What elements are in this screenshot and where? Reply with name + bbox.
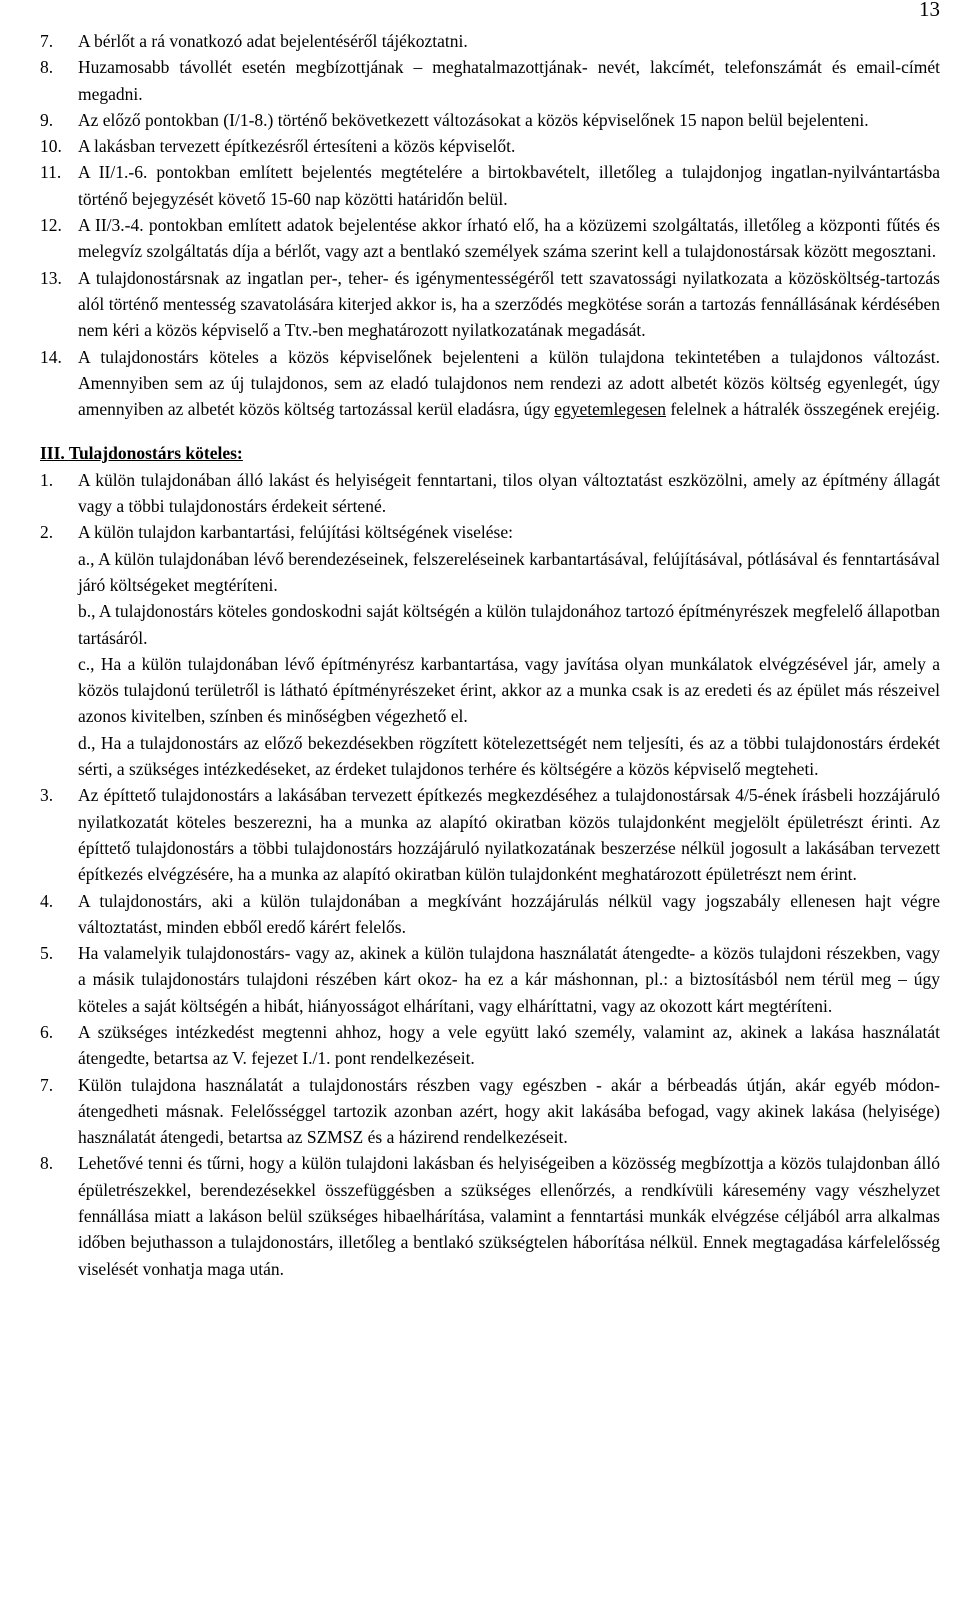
section-heading (40, 440, 940, 466)
item-text: Az előző pontokban (I/1-8.) történő bekövetkezett változásokat a közös képviselőnek 15 napon belül bejelenteni. (78, 109, 869, 130)
item-text: A bérlőt a rá vonatkozó adat bejelentéséről tájékoztatni. (78, 31, 468, 51)
list-item (40, 782, 940, 887)
item-text: A II/3.-4. pontokban említett adatok bejelentése akkor írható elő, ha a közüzemi szolgáltatás, illetőleg a központi fűtés és melegvíz szolgáltatás díja a bérlőt, vagy azt a bentlakó személyek száma szerint kell a tulajdonostársak között megosztani. (78, 215, 940, 262)
item-number: 9. (40, 109, 54, 130)
item-number: 14. (40, 346, 62, 367)
list-item (40, 265, 940, 344)
list-item (40, 467, 940, 520)
list-item (40, 344, 940, 423)
item-text: A külön tulajdonában álló lakást és helyiségeit fenntartani, tilos olyan változtatást eszközölni, amely az építmény állagát vagy a többi tulajdonostárs érdekeit sértené. (78, 469, 940, 517)
item-text: Külön tulajdona használatát a tulajdonostárs részben vagy egészben - akár a bérbeadás útján, akár egyéb módon- átengedheti másnak. Felelősséggel tartozik azonban azért, hogy akit lakásába befogad, vagy akinek lakása (helyisége) használatát átengedi, betartsa az SZMSZ és a házirend rendelkezéseit. (78, 1074, 940, 1148)
item-text: A tulajdonostárs, aki a külön tulajdonában a megkívánt hozzájárulás nélkül vagy jogszabály ellenesen hajt végre változtatást, minden ebből eredő kárért felelős. (78, 890, 940, 937)
item-text: A szükséges intézkedést megtenni ahhoz, hogy a vele együtt lakó személy, valamint az, akinek a lakása használatát átengedte, betartsa az V. fejezet I./1. pont rendelkezéseit. (78, 1021, 940, 1069)
item-number: 7. (40, 31, 54, 51)
list-item (40, 940, 940, 1019)
item-number: 8. (40, 1153, 54, 1174)
item-number: 11. (40, 162, 62, 183)
section-title: Tulajdonostárs köteles: (68, 443, 243, 464)
list-item (40, 1019, 940, 1072)
item-text: A II/1.-6. pontokban említett bejelentés megtételére a birtokbavételt, illetőleg a tulajdonjog ingatlan-nyilvántartásba történő bejegyzését követő 15-60 nap közötti határidőn belül. (78, 162, 940, 209)
sub-item: c., Ha a külön tulajdonában lévő építményrész karbantartása, vagy javítása olyan munkálatok elvégzésével jár, amely a közös tulajdonú területről is látható építményrészeket érint, akkor az a munka csak is az eredeti és az épület más részeivel azonos kivitelben, színben és minőségben végezhető el. (78, 653, 940, 727)
sub-item: a., A külön tulajdonában lévő berendezéseinek, felszereléseinek karbantartásával, felújításával, pótlásával és fenntartásával járó költségeket megtéríteni. (78, 548, 940, 595)
item-text: Az építtető tulajdonostárs a lakásában tervezett építkezés megkezdéséhez a tulajdonostársak 4/5-ének írásbeli hozzájáruló nyilatkozatát köteles beszerezni, ha a munka az alapító okiratban közös tulajdonként megjelölt épületrészt érinti. Az építtető tulajdonostárs a többi tulajdonostárs hozzájáruló nyilatkozatának beszerzése nélkül jogosult a lakásában tervezett építkezés elvégzésére, ha a munka az alapító okiratban külön tulajdonként meghatározott épületrészt nem érint. (78, 785, 940, 885)
section-numeral: III. (40, 443, 65, 464)
item-number: 8. (40, 57, 54, 78)
item-number: 5. (40, 943, 54, 964)
item-number: 6. (40, 1021, 54, 1042)
list-item (40, 519, 940, 782)
document-page (40, 0, 940, 1282)
sub-item: d., Ha a tulajdonostárs az előző bekezdésekben rögzített kötelezettségét nem teljesíti, és az a többi tulajdonostárs érdekét sérti, a szükséges intézkedéseket, az érdeket tulajdonos terhére és költségére a közös képviselő megteheti. (78, 732, 940, 780)
item-text: A lakásban tervezett építkezésről értesíteni a közös képviselőt. (78, 136, 516, 157)
item-number: 12. (40, 215, 62, 236)
page-number: 13 (919, 0, 940, 21)
item-number: 10. (40, 136, 62, 157)
item-text: Huzamosabb távollét esetén megbízottjának – meghatalmazottjának- nevét, lakcímét, telefonszámát és email-címét megadni. (78, 57, 940, 104)
item-number: 13. (40, 267, 62, 288)
list-item (40, 133, 940, 159)
item-number: 1. (40, 469, 54, 490)
obligations-list (40, 467, 940, 1282)
list-item (40, 1150, 940, 1281)
item-text: A tulajdonostársnak az ingatlan per-, teher- és igénymentességéről tett szavatossági nyilatkozata a közösköltség-tartozás alól történő mentesség szavatolására kiterjed akkor is, ha a szerződés megkötése során a tartozás fennállásának kérdésében nem kéri a közös képviselő a Ttv.-ben meghatározott nyilatkozatának megadását. (78, 267, 940, 341)
item-text-part: A tulajdonostárs köteles a közös képviselőnek bejelenteni a külön tulajdona tekintetében a tulajdonos változást. Amennyiben sem az új tulajdonos, sem az eladó tulajdonos nem rendezi az adott albetét közös költség egyenlegét, úgy amennyiben az albetét közös költség tartozással kerül eladásra, úgy (78, 346, 940, 420)
underlined-word: egyetemlegesen (554, 399, 666, 420)
item-number: 7. (40, 1074, 54, 1095)
list-item (40, 159, 940, 212)
list-item (40, 1072, 940, 1151)
item-number: 4. (40, 890, 54, 911)
item-text-part: felelnek a hátralék összegének erejéig. (665, 399, 941, 420)
list-item (40, 28, 940, 54)
item-text: Lehetővé tenni és tűrni, hogy a külön tulajdoni lakásban és helyiségeiben a közösség megbízottja a közös tulajdonban álló épületrészekkel, berendezésekkel összefüggésben a szükséges ellenőrzés, a rendkívüli káresemény vagy vészhelyzet fennállása miatt a lakáson belül szükséges hibaelhárítása, valamint a fenntartási munkák elvégzése céljából arra alkalmas időben bejuthasson a tulajdonostárs, illetőleg a bentlakó szükségtelen háborítása nélkül. Ennek megtagadása kárfelelősség viselését vonhatja maga után. (78, 1153, 940, 1279)
item-text: Ha valamelyik tulajdonostárs- vagy az, akinek a külön tulajdona használatát átengedte- a közös tulajdoni részekben, vagy a másik tulajdonostárs tulajdoni részében kárt okoz- ha ez a kár máshonnan, pl.: a biztosításból nem térül meg – úgy köteles a saját költségén a hibát, hiányosságot elhárítani, vagy elháríttatni, vagy az okozott kárt megtéríteni. (78, 943, 940, 1016)
list-item (40, 212, 940, 265)
list-item (40, 888, 940, 941)
item-text (78, 519, 940, 782)
list-item (40, 107, 940, 133)
item-number: 2. (40, 522, 54, 543)
item-number: 3. (40, 785, 54, 806)
obligations-list-continued (40, 0, 940, 422)
item-intro: A külön tulajdon karbantartási, felújítási költségének viselése: (78, 522, 513, 543)
item-text (78, 344, 940, 423)
sub-item: b., A tulajdonostárs köteles gondoskodni saját költségén a külön tulajdonához tartozó építményrészek megfelelő állapotban tartásáról. (78, 601, 940, 648)
list-item (40, 54, 940, 107)
